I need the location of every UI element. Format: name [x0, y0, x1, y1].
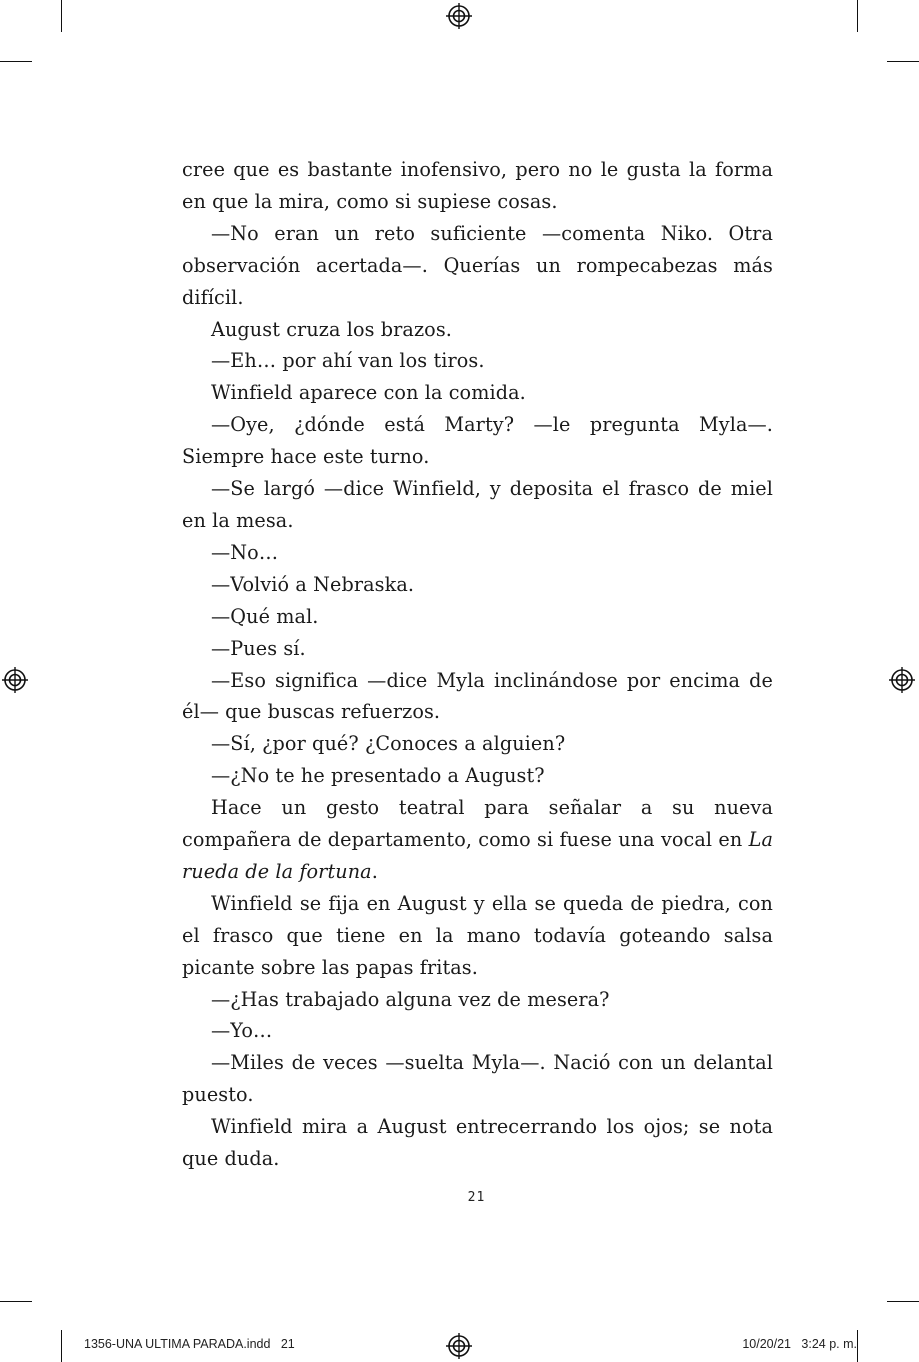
slug-datetime: 10/20/21 3:24 p. m. — [742, 1337, 857, 1351]
registration-mark-right-icon — [889, 667, 915, 693]
paragraph: —Oye, ¿dónde está Marty? —le pregunta Myla—. Siempre hace este turno. — [182, 413, 773, 469]
paragraph: —Eso significa —dice Myla inclinándose por encima de él— que buscas refuerzos. — [182, 668, 773, 724]
crop-mark-right-bottom — [887, 1301, 919, 1302]
paragraph: —Sí, ¿por qué? ¿Conoces a alguien? — [211, 732, 566, 756]
body-text — [182, 154, 773, 1175]
paragraph: Winfield se fija en August y ella se queda de piedra, con el frasco que tiene en la mano todavía goteando salsa picante sobre las papas fritas. — [182, 891, 773, 979]
crop-mark-left-top — [0, 61, 32, 62]
crop-mark-top-left — [61, 0, 62, 32]
crop-mark-right-top — [887, 61, 919, 62]
paragraph: —No… — [211, 540, 279, 564]
paragraph: —¿No te he presentado a August? — [211, 764, 545, 788]
paragraph: —Qué mal. — [211, 604, 319, 628]
slug-file-name: 1356-UNA ULTIMA PARADA.indd 21 — [84, 1337, 295, 1351]
crop-mark-bottom-right — [857, 1330, 858, 1362]
paragraph: —Volvió a Nebraska. — [211, 572, 415, 596]
paragraph: —Se largó —dice Winfield, y deposita el frasco de miel en la mesa. — [182, 477, 773, 532]
paragraph: Winfield mira a August entrecerrando los ojos; se nota que duda. — [182, 1115, 773, 1171]
page-number: 21 — [467, 1190, 486, 1205]
paragraph: —Pues sí. — [211, 636, 306, 660]
paragraph: August cruza los brazos. — [211, 317, 452, 341]
paragraph-with-italic — [182, 792, 773, 888]
crop-mark-left-bottom — [0, 1301, 32, 1302]
paragraph: —No eran un reto suficiente —comenta Niko. Otra observación acertada—. Querías un rompecabezas más difícil. — [182, 221, 773, 309]
paragraph: Winfield aparece con la comida. — [211, 381, 526, 405]
crop-mark-top-right — [857, 0, 858, 32]
text-run: Hace un gesto teatral para señalar a su nueva compañera de departamento, como si fuese una vocal en — [182, 796, 773, 852]
paragraph: —Miles de veces —suelta Myla—. Nació con un delantal puesto. — [182, 1051, 773, 1107]
italic-title: La rueda de la fortuna — [182, 828, 773, 883]
paragraph: —Yo… — [211, 1019, 273, 1043]
paragraph: —Eh… por ahí van los tiros. — [211, 349, 485, 373]
registration-mark-bottom-icon — [446, 1333, 472, 1359]
paragraph: —¿Has trabajado alguna vez de mesera? — [211, 987, 610, 1011]
text-run: . — [371, 859, 378, 883]
paragraph: cree que es bastante inofensivo, pero no le gusta la forma en que la mira, como si supiese cosas. — [182, 158, 773, 213]
crop-mark-bottom-left — [61, 1330, 62, 1362]
registration-mark-top-icon — [446, 3, 472, 29]
registration-mark-left-icon — [2, 667, 28, 693]
